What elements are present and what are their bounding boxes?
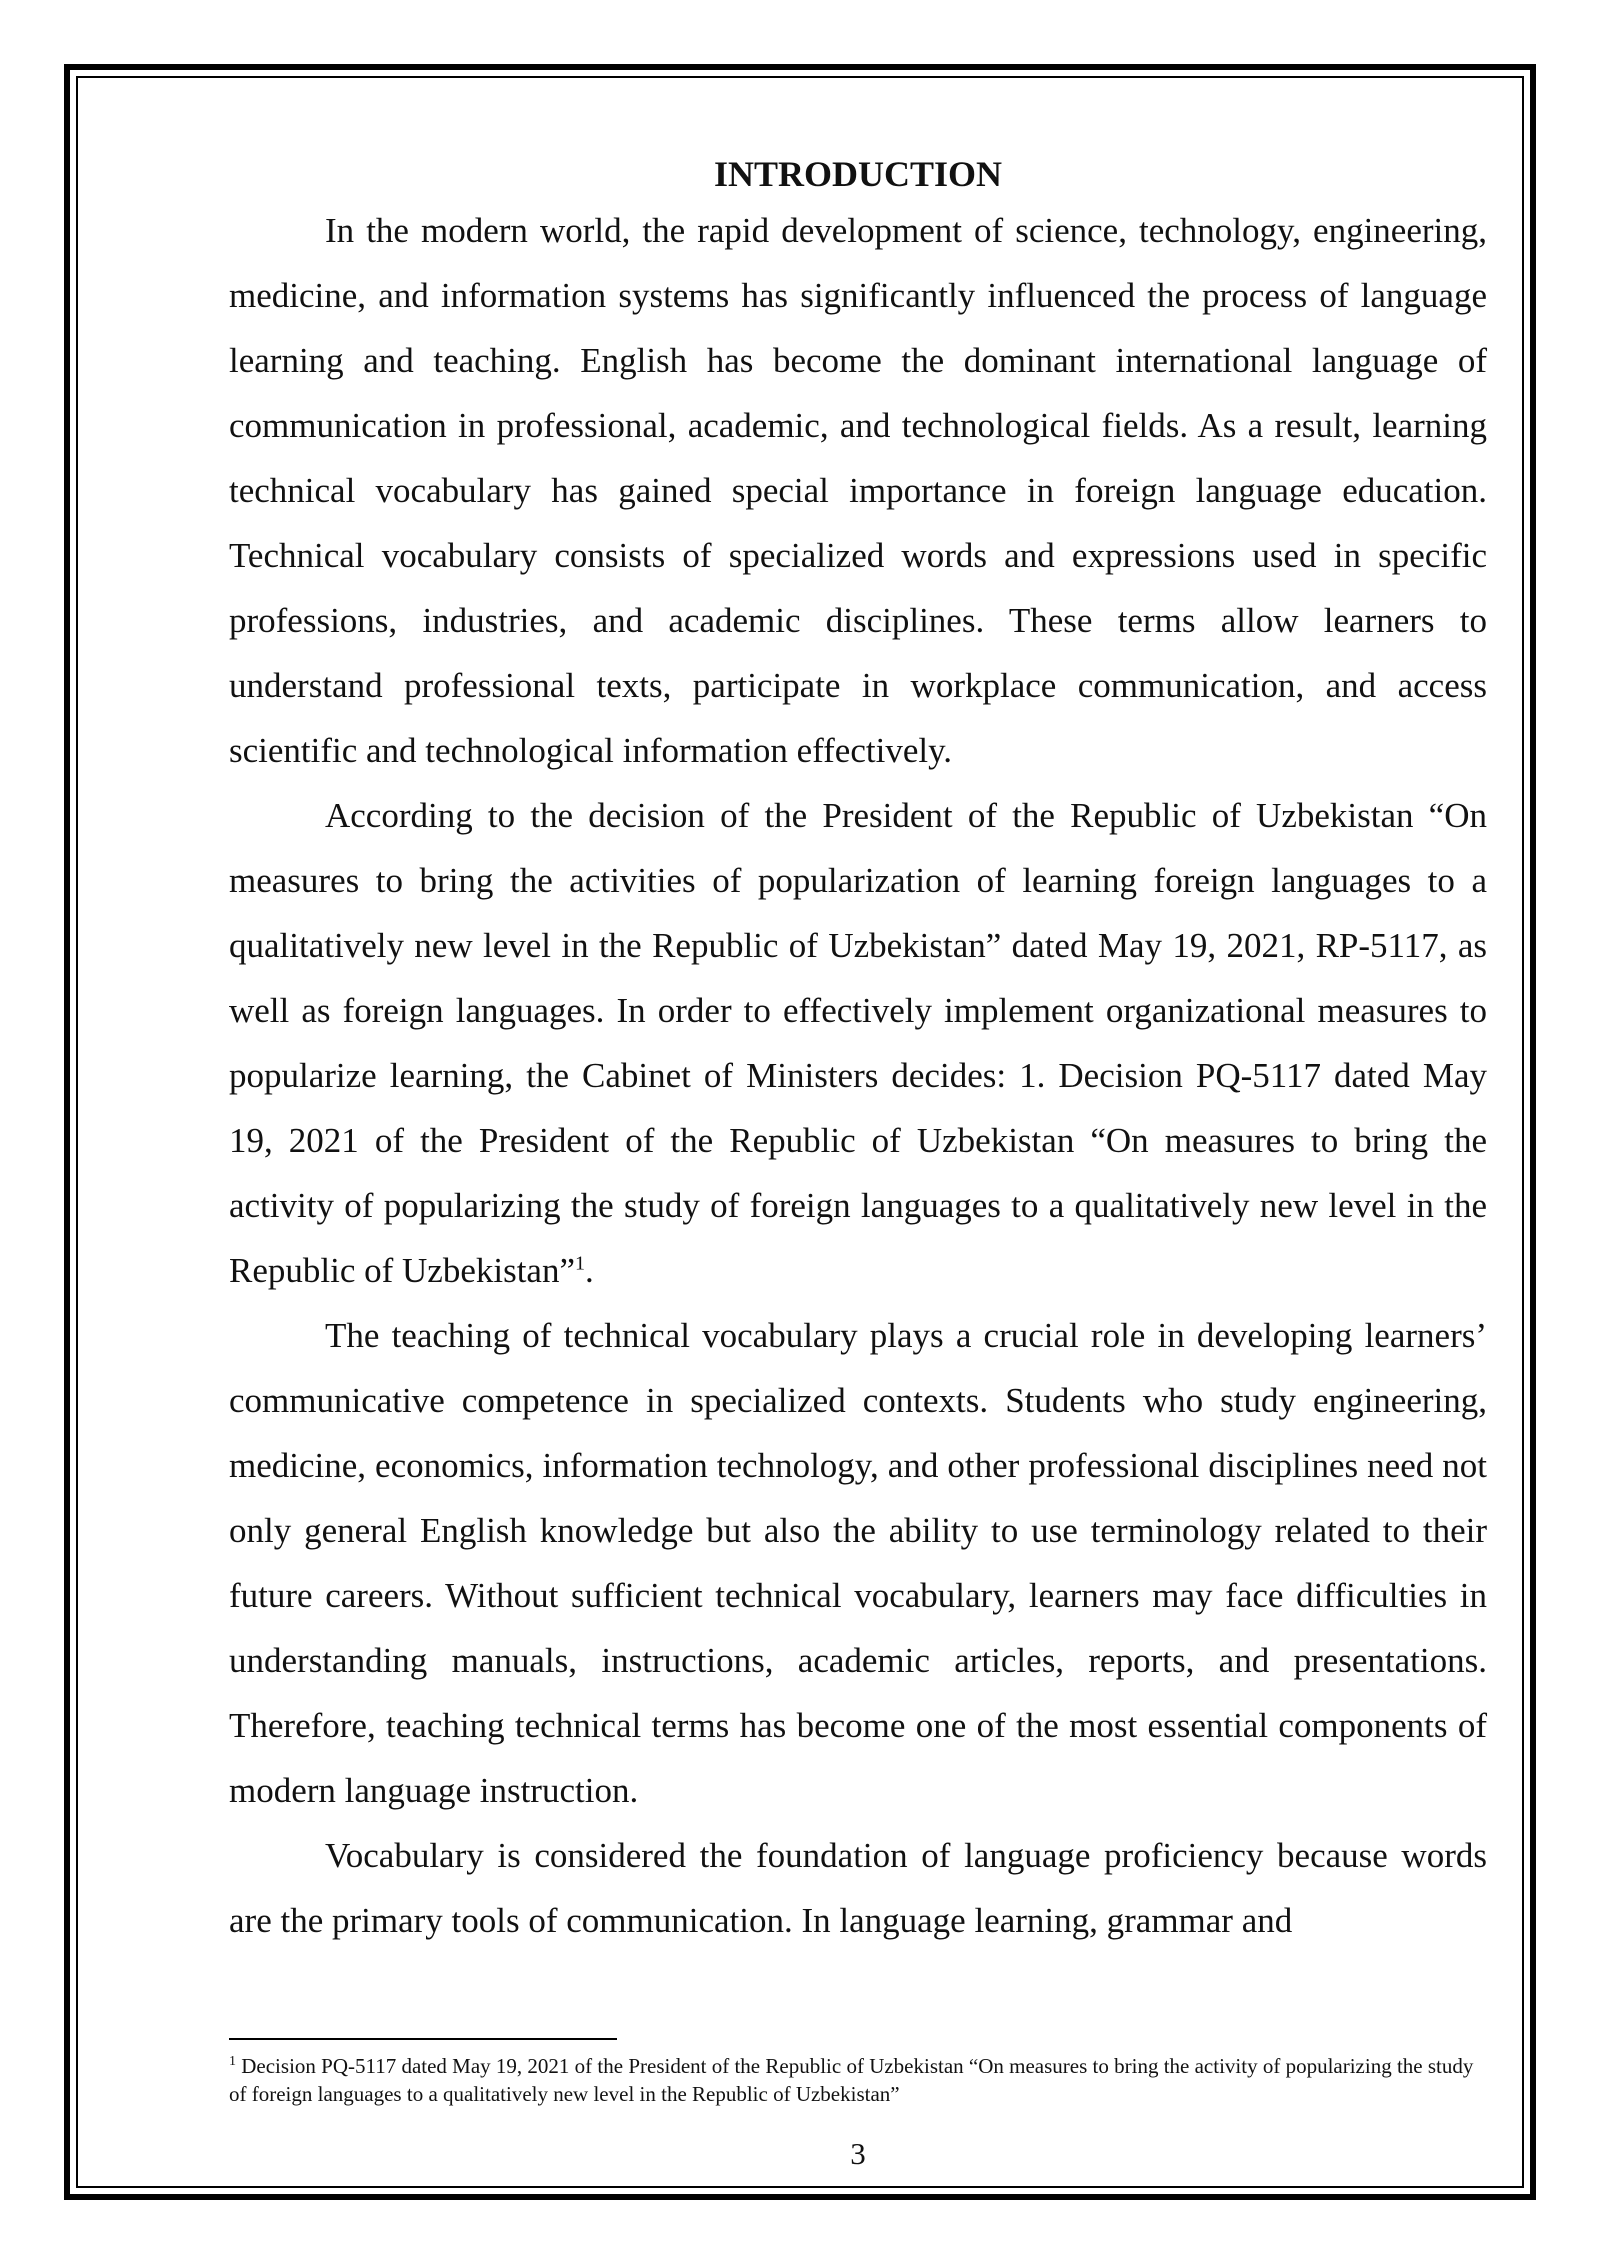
footnote-marker: 1: [229, 2054, 236, 2069]
paragraph-3: [229, 1303, 1487, 1823]
footnote: [229, 2052, 1487, 2108]
page-body: [229, 150, 1487, 1953]
paragraph-1-text: In the modern world, the rapid development of science, technology, engineering, medicine, and information systems has significantly influenced the process of language learning and teaching. English has become the dominant international language of communication in professional, academic, and technological fields. As a result, learning technical vocabulary has gained special importance in foreign language education. Technical vocabulary consists of specialized words and expressions used in specific professions, industries, and academic disciplines. These terms allow learners to understand professional texts, participate in workplace communication, and access scientific and technological information effectively.: [229, 211, 1487, 770]
footnote-reference[interactable]: 1: [575, 1252, 586, 1275]
paragraph-3-text: The teaching of technical vocabulary plays a crucial role in developing learners’ communicative competence in specialized contexts. Students who study engineering, medicine, economics, information technology, and other professional disciplines need not only general English knowledge but also the ability to use terminology related to their future careers. Without sufficient technical vocabulary, learners may face difficulties in understanding manuals, instructions, academic articles, reports, and presentations. Therefore, teaching technical terms has become one of the most essential components of modern language instruction.: [229, 1316, 1487, 1810]
footnote-separator: [229, 2038, 617, 2040]
paragraph-2-text: According to the decision of the President of the Republic of Uzbekistan “On measures to bring the activities of popularization of learning foreign languages to a qualitatively new level in the Republic of Uzbekistan” dated May 19, 2021, RP-5117, as well as foreign languages. In order to effectively implement organizational measures to popularize learning, the Cabinet of Ministers decides: 1. Decision PQ-5117 dated May 19, 2021 of the President of the Republic of Uzbekistan “On measures to bring the activity of popularizing the study of foreign languages to a qualitatively new level in the Republic of Uzbekistan”: [229, 796, 1487, 1290]
page-number: 3: [850, 2136, 866, 2171]
paragraph-4-text: Vocabulary is considered the foundation of language proficiency because words are the primary tools of communication. In language learning, grammar and: [229, 1836, 1487, 1940]
paragraph-1: [229, 198, 1487, 783]
paragraph-4: [229, 1823, 1487, 1953]
paragraph-2: [229, 783, 1487, 1303]
footnote-text: Decision PQ-5117 dated May 19, 2021 of the President of the Republic of Uzbekistan “On measures to bring the activity of popularizing the study of foreign languages to a qualitatively new level in the Republic of Uzbekistan”: [229, 2054, 1474, 2106]
section-heading: INTRODUCTION: [713, 154, 1003, 194]
paragraph-2-trailing: .: [585, 1251, 594, 1290]
